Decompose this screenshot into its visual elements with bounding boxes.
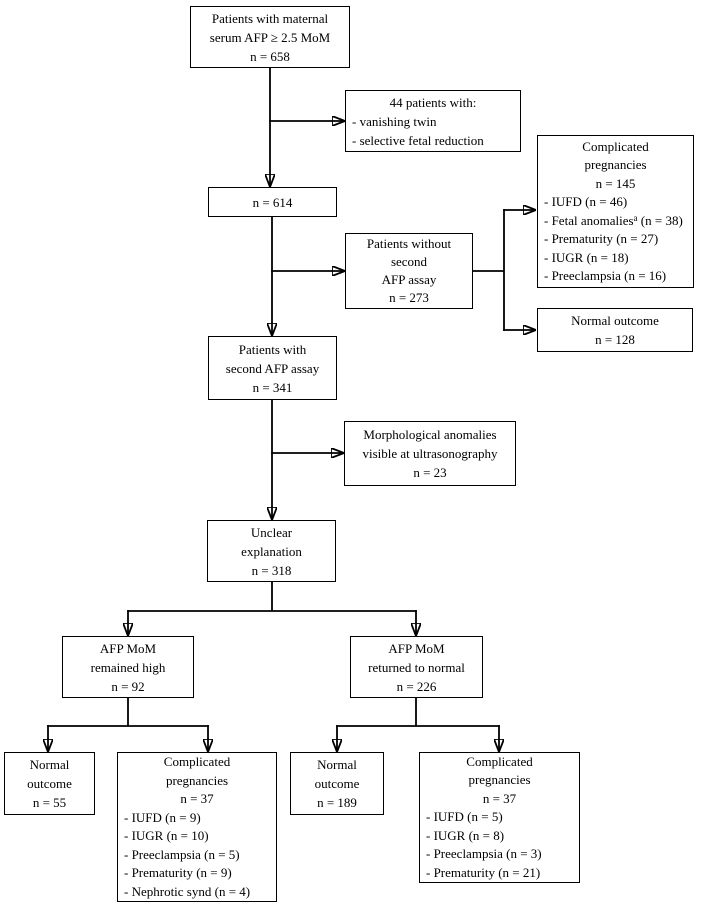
- box-text-line: n = 318: [251, 562, 292, 578]
- box-text-line: Normal: [29, 757, 70, 772]
- connector-returned-normal-split: [337, 698, 499, 726]
- box-text-line: n = 145: [595, 175, 636, 191]
- box-text-line: - IUFD (n = 9): [124, 809, 201, 825]
- box-text-line: n = 226: [396, 678, 437, 694]
- box-morphological-anomalies: [344, 421, 516, 486]
- box-text-line: n = 273: [389, 290, 429, 305]
- box-text-line: Morphological anomalies: [363, 427, 497, 442]
- box-complicated-pregnancies-37-normal: [419, 752, 580, 883]
- box-text-line: - Preeclampsia (n = 16): [544, 268, 667, 283]
- box-text-line: n = 37: [180, 791, 214, 806]
- box-text-line: Unclear: [250, 524, 293, 540]
- box-text-line: [538, 212, 693, 231]
- box-text-line: Complicated: [582, 138, 649, 154]
- box-patients-maternal-afp: [190, 6, 350, 68]
- box-patients-without-second-afp: [345, 233, 473, 309]
- box-text-line: explanation: [241, 543, 302, 559]
- box-text-line: - Prematurity (n = 21): [426, 864, 541, 880]
- box-text-line: AFP MoM: [99, 640, 157, 656]
- box-text-line: n = 128: [595, 332, 635, 347]
- box-text-line: n = 55: [32, 795, 67, 810]
- box-complicated-pregnancies-145: [537, 135, 694, 288]
- footnote-marker-a: a: [633, 212, 638, 223]
- fetal-anomalies-count: (n = 38): [637, 212, 683, 228]
- box-text-line: outcome: [314, 776, 360, 791]
- box-text-line: serum AFP ≥ 2.5 MoM: [209, 29, 331, 45]
- box-text-line: outcome: [27, 776, 72, 791]
- box-text-line: - IUFD (n = 46): [544, 194, 628, 209]
- box-text-line: Patients with: [238, 341, 307, 357]
- box-text-line: visible at ultrasonography: [362, 446, 498, 461]
- box-text-line: - Preeclampsia (n = 5): [124, 846, 240, 862]
- box-text-line: - Preeclampsia (n = 3): [426, 846, 542, 862]
- box-afp-remained-high: [62, 636, 194, 698]
- box-text-line: Patients with maternal: [211, 10, 329, 26]
- box-text-line: Complicated: [163, 754, 231, 769]
- box-text-line: n = 658: [250, 48, 290, 64]
- box-text-line: AFP MoM: [388, 640, 445, 656]
- connector-unclear-split: [128, 582, 416, 611]
- box-text-line: - IUGR (n = 10): [124, 828, 209, 843]
- box-n-614: [208, 187, 337, 217]
- box-afp-returned-normal: [350, 636, 483, 698]
- box-text-line: - Prematurity (n = 9): [124, 865, 232, 880]
- box-text-line: n = 23: [413, 465, 447, 480]
- box-text-line: n = 37: [482, 790, 517, 806]
- box-text-line: - Prematurity (n = 27): [544, 231, 659, 246]
- connector-remained-high-split: [48, 698, 208, 726]
- box-text-line: - selective fetal reduction: [352, 132, 484, 148]
- box-text-line: - IUFD (n = 5): [426, 809, 503, 825]
- box-text-line: Patients without: [366, 236, 452, 251]
- box-text-line: Normal: [317, 757, 357, 772]
- box-text-line: - IUGR (n = 8): [426, 827, 505, 843]
- box-text-line: 44 patients with:: [389, 94, 477, 110]
- box-excluded-44-patients: [345, 90, 521, 152]
- box-text-line: pregnancies: [165, 772, 229, 788]
- box-text-line: - vanishing twin: [352, 113, 437, 129]
- box-text-line: remained high: [90, 659, 166, 675]
- box-text-line: n = 341: [252, 379, 293, 395]
- box-text-line: n = 92: [111, 678, 145, 694]
- box-text-line: - IUGR (n = 18): [544, 249, 629, 265]
- box-text-line: second: [390, 254, 428, 269]
- box-text-line: pregnancies: [468, 772, 531, 788]
- box-text-line: Normal outcome: [571, 313, 659, 328]
- fetal-anomalies-text: - Fetal anomalies: [544, 212, 634, 228]
- box-text-line: n = 189: [317, 795, 357, 810]
- box-normal-outcome-128: [537, 308, 693, 352]
- box-normal-outcome-55: [4, 752, 95, 815]
- box-text-line: second AFP assay: [225, 360, 320, 376]
- box-normal-outcome-189: [290, 752, 384, 815]
- box-patients-with-second-afp: [208, 336, 337, 400]
- box-text-line: n = 614: [252, 194, 293, 210]
- box-complicated-pregnancies-37-high: [117, 752, 277, 902]
- box-text-line: AFP assay: [381, 272, 437, 287]
- box-text-line: pregnancies: [584, 157, 647, 172]
- box-text-line: Complicated: [466, 753, 533, 769]
- box-text-line: returned to normal: [368, 659, 465, 675]
- box-unclear-explanation: [207, 520, 336, 582]
- connector-without-second-branch: [473, 210, 504, 330]
- box-text-line: - Nephrotic synd (n = 4): [124, 883, 251, 899]
